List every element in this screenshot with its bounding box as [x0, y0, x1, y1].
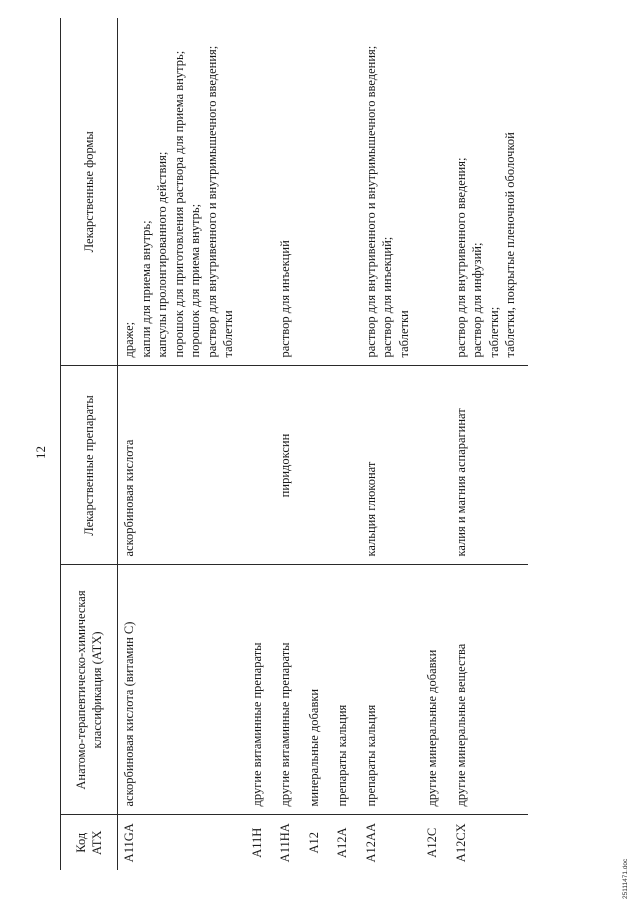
dosage-form: раствор для внутривенного и внутримышечного введения;	[204, 45, 219, 358]
drug-name	[421, 366, 450, 565]
dosage-form: таблетки	[396, 310, 411, 358]
dosage-form: раствор для инъекций	[278, 240, 292, 358]
table-row	[118, 18, 246, 870]
atc-code: A12A	[335, 827, 349, 859]
dosage-form: раствор для инъекций;	[380, 236, 394, 358]
dosage-form: таблетки	[221, 310, 235, 358]
atc-code: A12C	[425, 827, 439, 858]
drug-name: кальция глюконат	[360, 366, 422, 565]
dosage-form: порошок для приема внутрь;	[188, 203, 202, 358]
drug-name: калия и магния аспарагинат	[450, 366, 528, 565]
table-header-row	[61, 18, 118, 870]
drug-name	[246, 366, 275, 565]
dosage-forms	[246, 18, 275, 366]
atc-classification: другие минеральные вещества	[450, 565, 528, 815]
atc-classification: другие минеральные добавки	[421, 565, 450, 815]
atc-code: A12	[306, 831, 321, 854]
dosage-form: капли для приема внутрь;	[138, 220, 153, 358]
atc-code: A12AA	[363, 822, 378, 863]
dosage-forms	[360, 18, 422, 366]
dosage-forms	[118, 18, 246, 366]
dosage-forms	[303, 18, 332, 366]
table-row	[450, 18, 528, 870]
dosage-forms	[274, 18, 303, 366]
atc-code: A11GA	[122, 823, 136, 863]
dosage-form: раствор для инфузий;	[470, 242, 484, 358]
atc-classification: препараты кальция	[331, 565, 360, 815]
table-row	[246, 18, 275, 870]
header-forms: Лекарственные формы	[61, 18, 118, 366]
table-row	[331, 18, 360, 870]
atc-code: A11HA	[278, 823, 292, 863]
drug-name: пиридоксин	[274, 366, 303, 565]
atc-drug-table	[60, 18, 528, 870]
dosage-forms	[421, 18, 450, 366]
header-drugs: Лекарственные препараты	[61, 366, 118, 565]
header-code: Код АТХ	[61, 815, 118, 870]
document-reference: 25111471.doc	[622, 858, 629, 899]
atc-code: A12CX	[453, 823, 468, 863]
dosage-form: драже;	[122, 321, 136, 358]
atc-classification: препараты кальция	[360, 565, 422, 815]
dosage-form: таблетки, покрытые пленочной оболочкой	[503, 132, 517, 358]
atc-classification: другие витаминные препараты	[274, 565, 303, 815]
table-row	[303, 18, 332, 870]
dosage-form: таблетки;	[486, 306, 501, 358]
dosage-form: порошок для приготовления раствора для приема внутрь;	[171, 50, 186, 358]
atc-classification: минеральные добавки	[303, 565, 332, 815]
table-row	[421, 18, 450, 870]
atc-classification: аскорбиновая кислота (витамин С)	[118, 565, 246, 815]
page-number: 12	[33, 446, 48, 459]
dosage-form: капсулы пролонгированного действия;	[155, 151, 169, 358]
table-row	[360, 18, 422, 870]
dosage-forms	[450, 18, 528, 366]
dosage-form: раствор для внутривенного введения;	[453, 157, 468, 358]
table-row	[274, 18, 303, 870]
dosage-form: раствор для внутривенного и внутримышечного введения;	[363, 45, 378, 358]
atc-code: A11H	[249, 827, 264, 858]
drug-name	[303, 366, 332, 565]
drug-name: аскорбиновая кислота	[118, 366, 246, 565]
drug-name	[331, 366, 360, 565]
header-classification: Анатомо-терапевтическо-химическая классификация (АТХ)	[61, 565, 118, 815]
dosage-forms	[331, 18, 360, 366]
atc-classification: другие витаминные препараты	[246, 565, 275, 815]
